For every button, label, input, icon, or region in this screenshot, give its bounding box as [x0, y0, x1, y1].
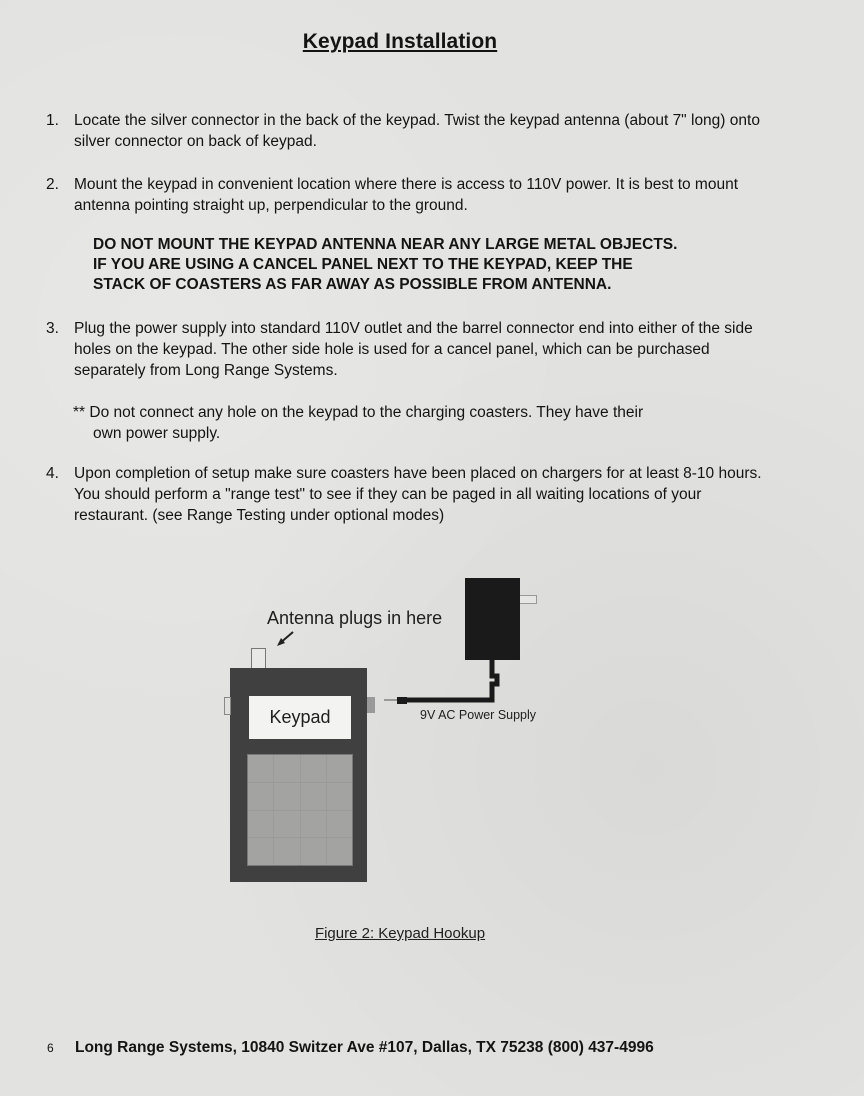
keypad-key: [274, 755, 299, 782]
step-text: Plug the power supply into standard 110V outlet and the barrel connector end into either of the side holes on the keypad. The other side hole is used for a cancel panel, which can be purchased separately from Long Range Systems.: [74, 320, 753, 379]
left-side-port: [224, 697, 231, 715]
keypad-key: [301, 811, 326, 838]
figure-caption: Figure 2: Keypad Hookup: [314, 925, 486, 942]
keypad-key: [327, 838, 352, 865]
page-number: 6: [47, 1041, 54, 1055]
warning-line: DO NOT MOUNT THE KEYPAD ANTENNA NEAR ANY LARGE METAL OBJECTS.: [93, 236, 678, 253]
power-supply-adapter: [465, 578, 520, 660]
step-number: 1.: [46, 112, 59, 129]
note-line: ** Do not connect any hole on the keypad to the charging coasters. They have their: [73, 404, 644, 421]
step-number: 2.: [46, 176, 59, 193]
keypad-key: [248, 838, 273, 865]
step-text: Upon completion of setup make sure coasters have been placed on chargers for at least 8-10 hours. You should perform a "range test" to see if they can be paged in all waiting locations of your restaurant. (see Range Testing under optional modes): [74, 465, 762, 524]
keypad-buttons-grid: [247, 754, 353, 866]
keypad-key: [301, 755, 326, 782]
keypad-key: [301, 838, 326, 865]
warning-line: STACK OF COASTERS AS FAR AWAY AS POSSIBLE FROM ANTENNA.: [93, 276, 612, 293]
keypad-key: [274, 838, 299, 865]
power-supply-prong: [520, 595, 537, 604]
step-number: 4.: [46, 465, 59, 482]
keypad-key: [274, 811, 299, 838]
power-cord: [400, 660, 497, 700]
step-text: Locate the silver connector in the back of the keypad. Twist the keypad antenna (about 7" long) onto silver connector on back of keypad.: [74, 112, 760, 150]
note-line: own power supply.: [93, 425, 221, 442]
right-side-port: [367, 697, 375, 713]
barrel-connector: [397, 697, 407, 704]
antenna-connector: [251, 648, 266, 669]
keypad-label: Keypad: [249, 696, 351, 739]
antenna-label: Antenna plugs in here: [267, 608, 443, 628]
warning-line: IF YOU ARE USING A CANCEL PANEL NEXT TO THE KEYPAD, KEEP THE: [93, 256, 633, 273]
keypad-key: [248, 755, 273, 782]
keypad-key: [248, 783, 273, 810]
keypad-key: [274, 783, 299, 810]
keypad-key: [327, 811, 352, 838]
page-title: Keypad Installation: [302, 30, 498, 53]
keypad-key: [327, 755, 352, 782]
keypad-key: [248, 811, 273, 838]
step-number: 3.: [46, 320, 59, 337]
footer-address: Long Range Systems, 10840 Switzer Ave #107, Dallas, TX 75238 (800) 437-4996: [75, 1039, 654, 1056]
power-supply-label: 9V AC Power Supply: [420, 708, 537, 722]
keypad-key: [327, 783, 352, 810]
keypad-key: [301, 783, 326, 810]
step-text: Mount the keypad in convenient location where there is access to 110V power. It is best to mount antenna pointing straight up, perpendicular to the ground.: [74, 176, 739, 214]
